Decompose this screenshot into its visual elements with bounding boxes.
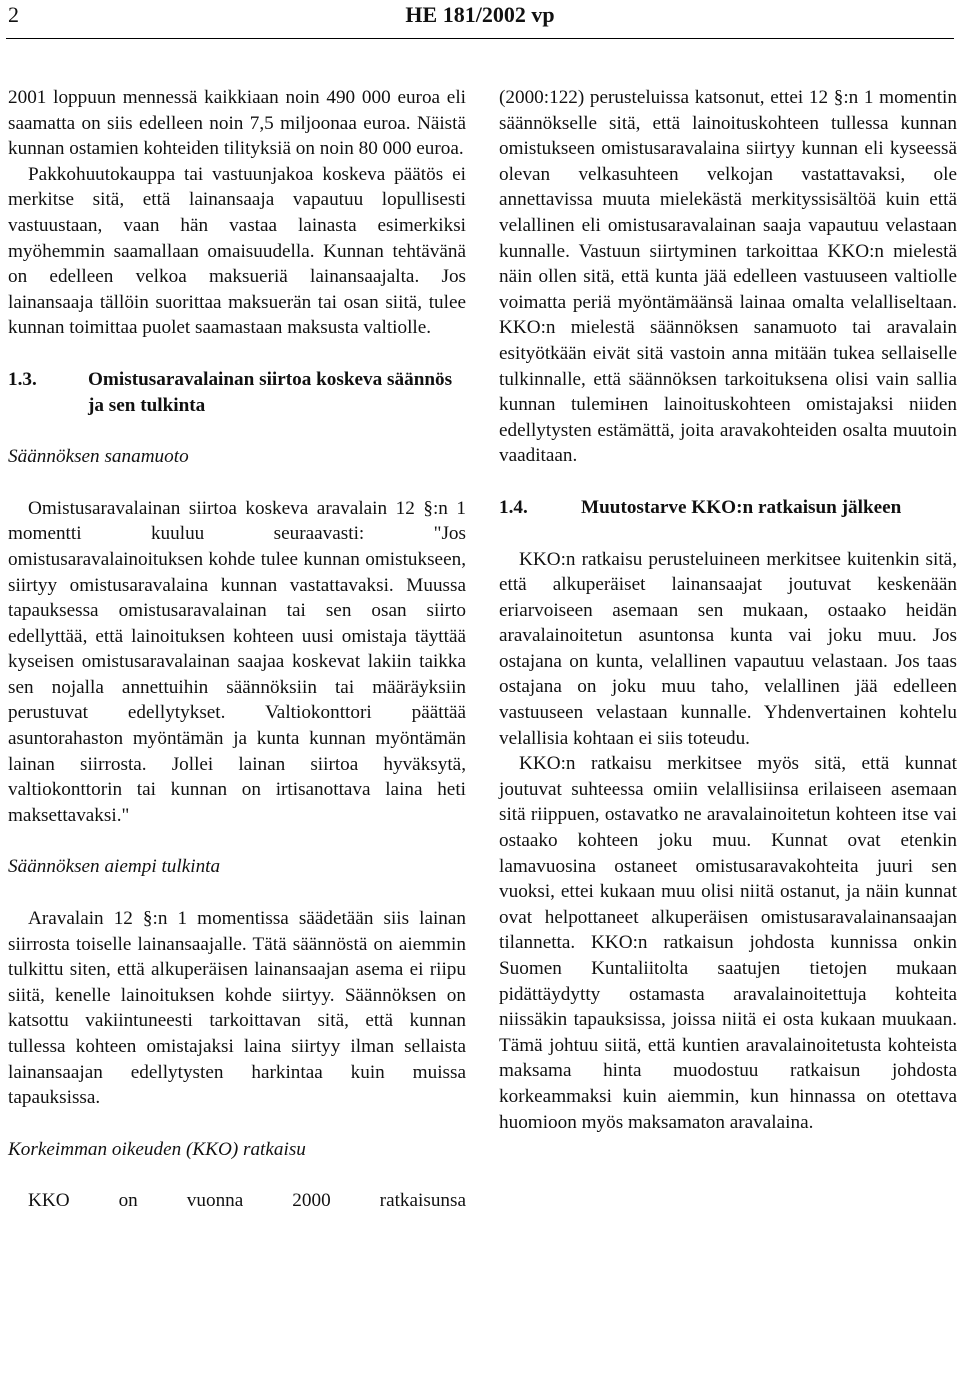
running-head: HE 181/2002 vp [405,2,555,27]
paragraph: Aravalain 12 §:n 1 momentissa säädetään siis lainan siirrosta toiselle lainansaajalle. Tätä säännöstä on aiemmin tulkittu siten, että alkuperäisen lainansaajan asema ei riipu siitä, kenelle lainoituksen kohde siirtyy. Säännöksen on katsottu vakiintuneesti tarkoittavan sitä, että kunnan tullessa kohteen omistajaksi laina siirtyy ilman sellaista lainansaajan edellytysten harkintaa kuin muissa tapauksissa. [8,908,466,1109]
page-number: 2 [8,2,19,27]
paragraph: KKO:n ratkaisu perusteluineen merkitsee kuitenkin sitä, että alkuperäiset lainansaajat joutuvat keskenään eriarvoiseen asemaan sen mukaan, ostaako heidän aravalainoitetun asuntonsa kunta vai joku muu. Jos ostajana on kunta, velallinen vapautuu velastaan. Jos taas ostajana on joku muu taho, velallinen jää edelleen vastuuseen velastaan kunnalle. Yhdenvertainen kohtelu velallisia kohtaan ei siis toteudu. [499,548,957,749]
paragraph: Omistusaravalainan siirtoa koskeva aravalain 12 §:n 1 momentti kuuluu seuraavasti: "Jos omistusaravalainoituksen kohde tulee kunnan omistukseen, siirtyy omistusaravalaina kunnan vastattavaksi. Muussa tapauksessa omistusaravalainan tai sen osan siirto edellyttää, että lainoituksen kohteen uusi omistaja täyttää kyseisen omistusaravalainan saajaa koskevat lakiin taikka sen nojalla annettuihin säännöksiin tai määräyksiin perustuvat edellytykset. Valtiokonttori päättää asuntorahaston myöntämän ja kunta kunnan myöntämän lainan siirrosta. Jollei lainan siirtoa hyväksytä, valtiokonttorin tai kunnan on irtisanottava laina heti maksettavaksi." [8,497,466,826]
paragraph: Pakkohuutokauppa tai vastuunjakoa koskeva päätös ei merkitse sitä, että lainansaaja vapautuu lopullisesti vastuustaan, vaan hän vastaa lainasta esimerkiksi myöhemmin saamallaan omaisuudella. Kunnan tehtävänä on edelleen velkoa maksueriä lainansaajalta. Jos lainansaaja tällöin suorittaa maksuerän tai osan siitä, tulee kunnan toimittaa puolet saamastaan maksusta valtiolle. [8,163,466,339]
header-rule [6,38,954,39]
section-heading [499,495,957,521]
section-number: 1.3. [8,368,37,390]
paragraph: (2000:122) perusteluissa katsonut, ettei 12 §:n 1 momentin säännökselle sitä, että lainoituskohteen tullessa kunnan omistukseen omistusaravalaina siirtyy kunnan eli kyseessä olevan velkasuhteen velkojan vastattavaksi, ole annettavissa muuta mielekästä merkityssisältöä kuin että velallinen eli omistusaravalainan saaja vapautuu velastaan kunnalle. Vastuun siirtyminen tarkoittaa KKO:n mielestä näin ollen sitä, että kunta jää edelleen vastuuseen valtiolle voimatta periä myöntämäänsä lainaa omalta velalliseltaan. KKO:n mielestä säännöksen sanamuoto tai aravalain esityötkään eivät sitä vastoin anna mitään tukea sellaiselle tulkinnalle, että säännöksen tarkoituksena olisi vain sallia kunnan tulemінen lainoituskohteen omistajaksi niiden edellytysten estämättä, joita aravakohteiden osalta muutoin vaaditaan. [499,87,957,467]
section-heading [8,367,466,418]
paragraph: 2001 loppuun mennessä kaikkiaan noin 490 000 euroa eli saamatta on siis edelleen noin 7,5 miljoonaa euroa. Näistä kunnan ostamien kohteiden tilityksiä on noin 80 000 euroa. [8,87,466,160]
right-column [499,85,957,1135]
section-title: Omistusaravalainan siirtoa koskeva säännös ja sen tulkinta [88,368,453,416]
paragraph: KKO on vuonna 2000 ratkaisunsa [28,1190,466,1212]
subheading: Säännöksen sanamuoto [8,446,189,468]
paragraph: KKO:n ratkaisu merkitsee myös sitä, että kunnat joutuvat suhteessa omiin velallisiinsa erilaiseen asemaan sitä riippuen, ostavatko ne aravalainoitetun kohteen itse vai ostaako kohteen joku muu. Kunnat ovat etenkin lamavuosina ostaneet omistusaravakohteita juuri sen vuoksi, ettei kukaan muu olisi niitä ostanut, ja näin kunnat ovat helpottaneet alkuperäisen omistusaravalainansaajan tilannetta. KKO:n ratkaisun johdosta kunnissa onkin Suomen Kuntaliitolta saatujen tietojen mukaan pidättäydytty ostamasta aravalainoitettuja kohteita niissäkin tapauksissa, joissa niitä ei osta kukaan muukaan. Tämä johtuu siitä, että kuntien aravalainoitetusta kohteista maksama hinta muodostuu ratkaisun johdosta korkeammaksi kuin aiemmin, kun hinnassa on otettava huomioon myös maksamaton aravalaina. [499,753,957,1133]
subheading: Säännöksen aiempi tulkinta [8,856,221,878]
section-title: Muutostarve KKO:n ratkaisun jälkeen [581,496,902,518]
subheading: Korkeimman oikeuden (KKO) ratkaisu [8,1138,306,1160]
left-column [8,85,466,1214]
section-number: 1.4. [499,496,528,518]
